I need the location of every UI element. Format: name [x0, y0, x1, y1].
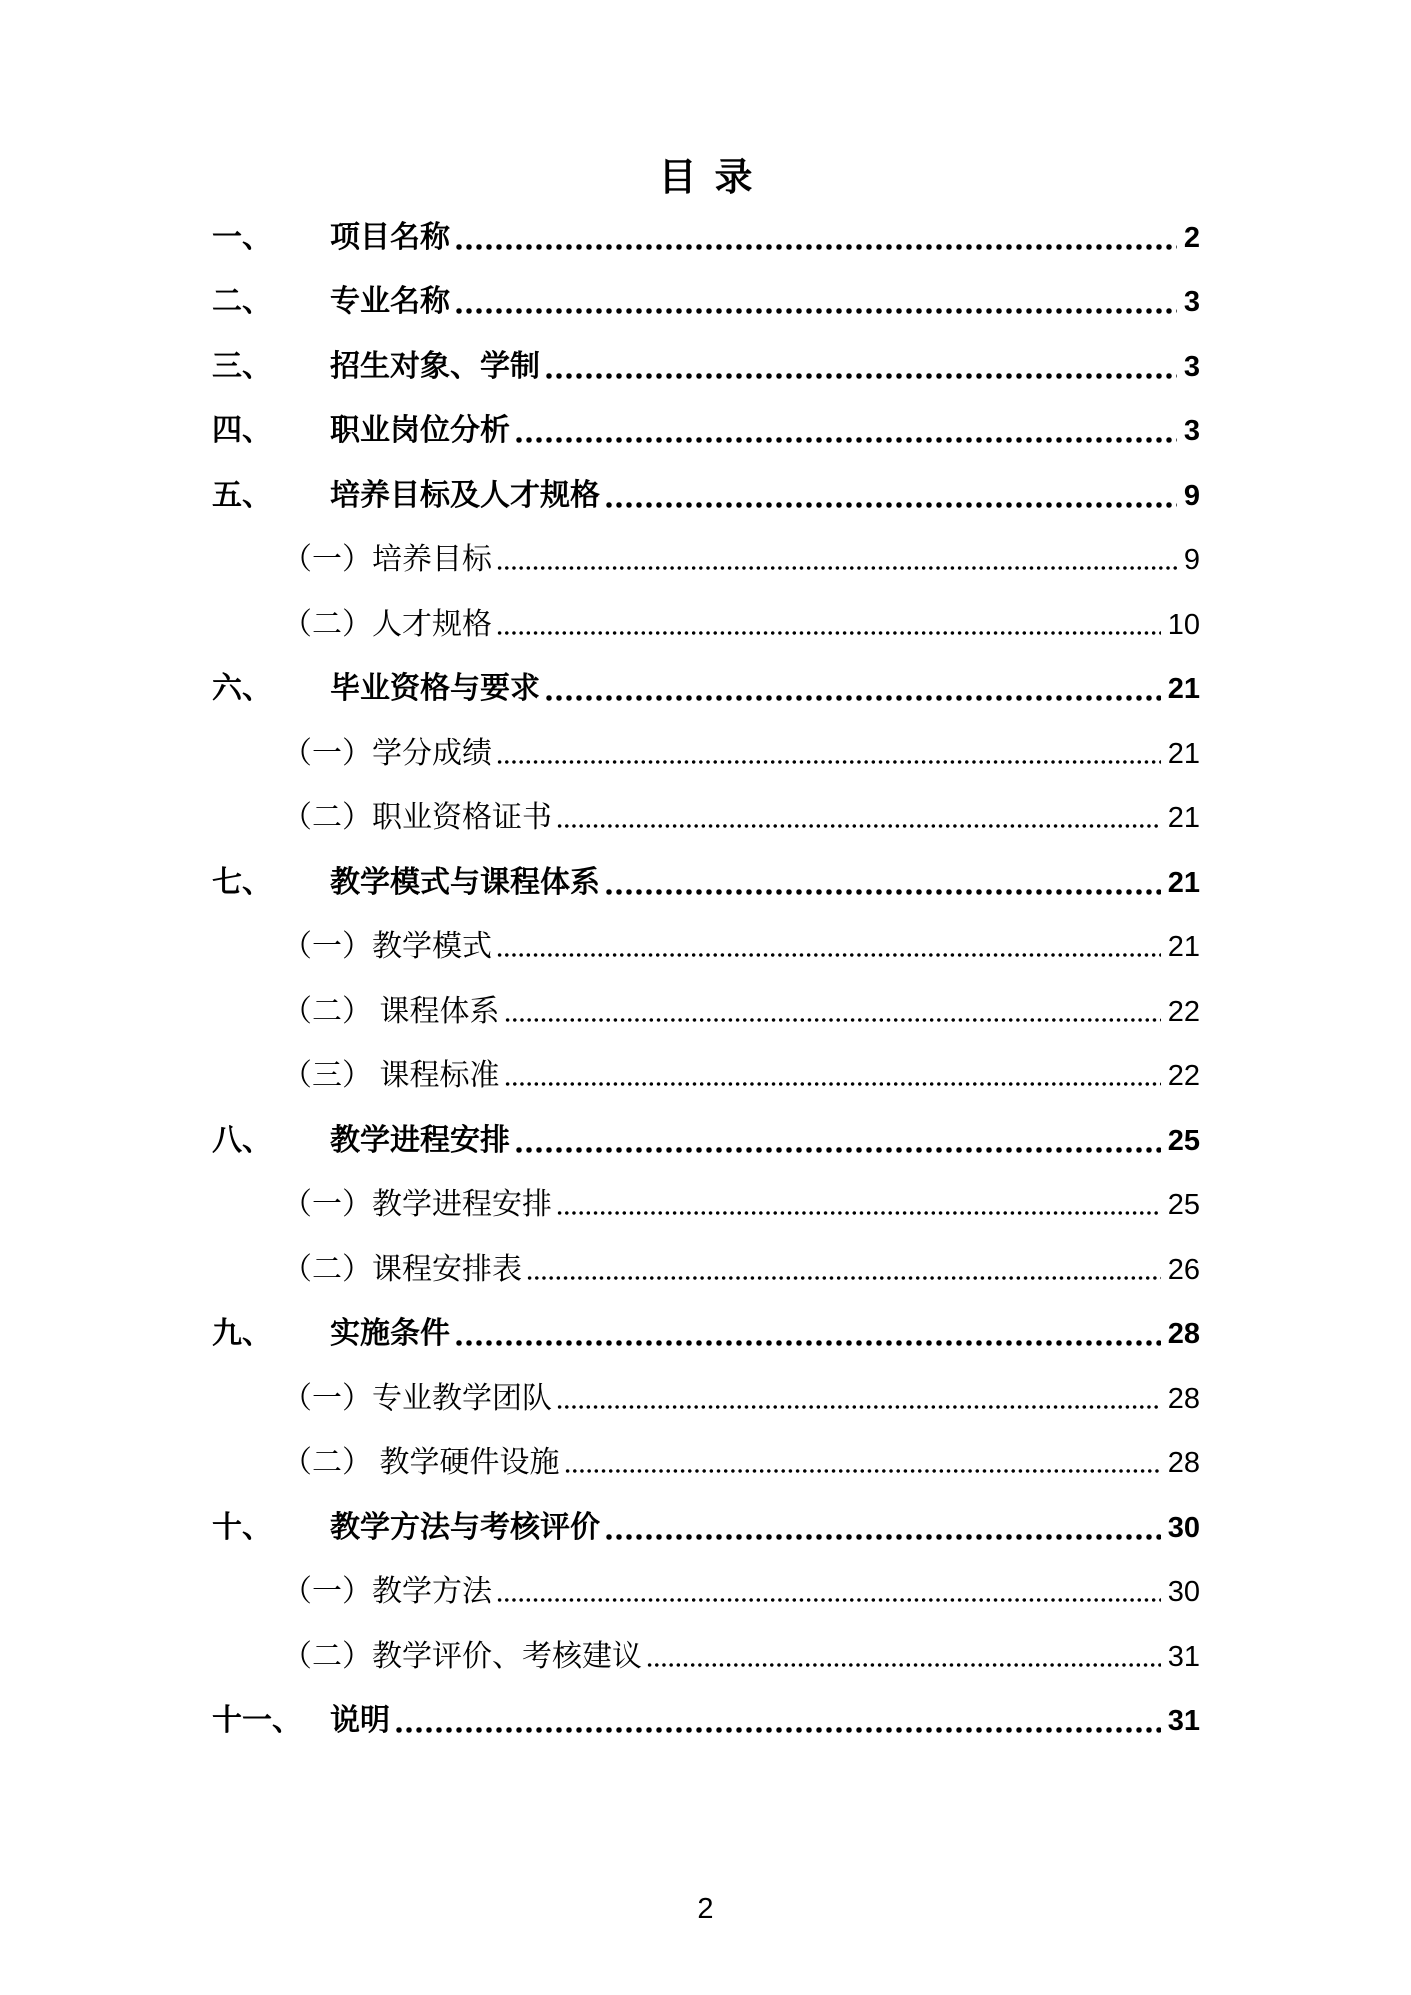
toc-entry-page-number: 21 — [1167, 931, 1200, 963]
toc-entry-label: 教学模式 — [372, 930, 492, 963]
toc-entry[interactable] — [212, 1559, 1200, 1624]
toc-entry[interactable] — [212, 720, 1200, 785]
toc-entry-number: 十、 — [212, 1510, 272, 1544]
toc-entry-label: 学分成绩 — [372, 736, 492, 770]
toc-entry-page-number: 3 — [1183, 286, 1200, 318]
dot-leader — [604, 501, 1177, 509]
toc-entry-number: （三） — [282, 1059, 372, 1092]
toc-entry-page-number: 26 — [1167, 1253, 1200, 1286]
toc-entry[interactable] — [212, 398, 1200, 463]
toc-entry-label: 招生对象、学制 — [330, 349, 540, 383]
toc-entry[interactable] — [212, 1365, 1200, 1430]
toc-entry-label: 培养目标及人才规格 — [330, 478, 600, 512]
toc-entry-number: （二） — [282, 801, 372, 834]
toc-entry-label: 教学进程安排 — [330, 1123, 510, 1157]
toc-entry-number: （二） — [282, 607, 372, 641]
dot-leader — [604, 1533, 1161, 1541]
toc-entry-number: （二） — [282, 1252, 372, 1286]
dot-leader — [556, 1403, 1161, 1411]
toc-entry-label: 职业岗位分析 — [330, 414, 510, 447]
toc-entry-label: 毕业资格与要求 — [330, 672, 540, 705]
toc-entry-number: 一、 — [212, 220, 272, 254]
toc-entry-page-number: 28 — [1167, 1382, 1200, 1415]
toc-entry-number: （二） — [282, 1639, 372, 1673]
toc-entry-page-number: 21 — [1167, 866, 1200, 899]
toc-entry-number: （二） — [282, 994, 372, 1028]
toc-entry[interactable] — [212, 333, 1200, 398]
toc-entry[interactable] — [212, 591, 1200, 656]
toc-entry-page-number: 31 — [1167, 1640, 1200, 1673]
toc-entry-number: 三、 — [212, 349, 272, 383]
toc-entry-page-number: 3 — [1183, 415, 1200, 447]
toc-entry-page-number: 3 — [1183, 350, 1200, 383]
toc-entry-page-number: 28 — [1167, 1318, 1200, 1350]
dot-leader — [526, 1274, 1161, 1282]
toc-entry[interactable] — [212, 1430, 1200, 1495]
toc-entry[interactable] — [212, 1623, 1200, 1688]
toc-entry-label: 教学进程安排 — [372, 1188, 552, 1221]
toc-entry-page-number: 21 — [1167, 802, 1200, 834]
toc-entry-label: 课程体系 — [372, 994, 500, 1028]
toc-title-text: 目录 — [658, 157, 771, 199]
toc-entry-number: （一） — [282, 736, 372, 770]
toc-entry-label: 实施条件 — [330, 1317, 450, 1350]
toc-entry-label: 教学评价、考核建议 — [372, 1639, 642, 1673]
toc-entry-number: 九、 — [212, 1317, 272, 1350]
toc-entry-number: 八、 — [212, 1123, 272, 1157]
toc-entry-number: 六、 — [212, 672, 272, 705]
toc-entry-page-number: 21 — [1167, 673, 1200, 705]
toc-entry-number: （一） — [282, 1381, 372, 1415]
toc-entry[interactable] — [212, 849, 1200, 914]
toc-entry-page-number: 25 — [1167, 1189, 1200, 1221]
toc-entry-label: 教学硬件设施 — [372, 1446, 560, 1479]
toc-entry[interactable] — [212, 914, 1200, 979]
toc-entry-number: 四、 — [212, 414, 272, 447]
dot-leader — [496, 758, 1161, 766]
dot-leader — [646, 1661, 1161, 1669]
dot-leader — [454, 1339, 1161, 1347]
toc-entry-label: 教学方法 — [372, 1575, 492, 1608]
toc-entry[interactable] — [212, 1494, 1200, 1559]
dot-leader — [544, 372, 1177, 380]
toc-entry-label: 课程标准 — [372, 1059, 500, 1092]
toc-list — [212, 204, 1200, 1752]
dot-leader — [514, 1146, 1161, 1154]
dot-leader — [496, 951, 1161, 959]
toc-entry-label: 专业教学团队 — [372, 1381, 552, 1415]
toc-entry-number: （一） — [282, 543, 372, 576]
toc-entry[interactable] — [212, 785, 1200, 850]
dot-leader — [496, 1596, 1161, 1604]
toc-entry-number: 七、 — [212, 865, 272, 899]
toc-entry-page-number: 9 — [1183, 544, 1200, 576]
toc-entry-label: 教学方法与考核评价 — [330, 1510, 600, 1544]
dot-leader — [496, 564, 1177, 572]
toc-entry[interactable] — [212, 269, 1200, 334]
toc-entry-label: 课程安排表 — [372, 1252, 522, 1286]
dot-leader — [604, 888, 1161, 896]
toc-entry-label: 职业资格证书 — [372, 801, 552, 834]
toc-entry[interactable] — [212, 656, 1200, 721]
toc-entry[interactable] — [212, 527, 1200, 592]
toc-title — [0, 158, 1411, 200]
toc-entry-page-number: 10 — [1167, 608, 1200, 641]
dot-leader — [504, 1016, 1161, 1024]
dot-leader — [544, 694, 1161, 702]
dot-leader — [564, 1467, 1161, 1475]
dot-leader — [496, 629, 1161, 637]
dot-leader — [556, 822, 1161, 830]
toc-entry-number: （一） — [282, 930, 372, 963]
dot-leader — [504, 1080, 1161, 1088]
toc-entry-label: 培养目标 — [372, 543, 492, 576]
toc-entry[interactable] — [212, 1172, 1200, 1237]
toc-entry-number: 二、 — [212, 285, 272, 318]
toc-entry-page-number: 21 — [1167, 737, 1200, 770]
toc-entry-page-number: 30 — [1167, 1576, 1200, 1608]
dot-leader — [454, 307, 1177, 315]
page-number-footer: 2 — [697, 1893, 714, 1925]
toc-entry-page-number: 9 — [1183, 479, 1200, 512]
toc-entry-label: 说明 — [330, 1704, 390, 1737]
toc-entry-label: 专业名称 — [330, 285, 450, 318]
toc-entry[interactable] — [212, 978, 1200, 1043]
toc-entry[interactable] — [212, 462, 1200, 527]
dot-leader — [556, 1209, 1161, 1217]
toc-entry-page-number: 22 — [1167, 1060, 1200, 1092]
dot-leader — [454, 243, 1177, 251]
toc-entry[interactable] — [212, 1107, 1200, 1172]
toc-entry-page-number: 2 — [1183, 221, 1200, 254]
toc-entry-page-number: 31 — [1167, 1705, 1200, 1737]
toc-entry[interactable] — [212, 1043, 1200, 1108]
toc-entry[interactable] — [212, 1301, 1200, 1366]
toc-entry-page-number: 25 — [1167, 1124, 1200, 1157]
toc-entry-label: 教学模式与课程体系 — [330, 865, 600, 899]
dot-leader — [514, 436, 1177, 444]
toc-entry-page-number: 28 — [1167, 1447, 1200, 1479]
toc-entry-number: （一） — [282, 1188, 372, 1221]
toc-entry-label: 人才规格 — [372, 607, 492, 641]
toc-entry[interactable] — [212, 204, 1200, 269]
toc-entry-number: 五、 — [212, 478, 272, 512]
toc-entry-label: 项目名称 — [330, 220, 450, 254]
toc-entry-page-number: 22 — [1167, 995, 1200, 1028]
toc-entry-page-number: 30 — [1167, 1511, 1200, 1544]
toc-entry-number: （一） — [282, 1575, 372, 1608]
toc-entry-number: 十一、 — [212, 1704, 302, 1737]
toc-entry-number: （二） — [282, 1446, 372, 1479]
dot-leader — [394, 1726, 1161, 1734]
toc-entry[interactable] — [212, 1688, 1200, 1753]
toc-entry[interactable] — [212, 1236, 1200, 1301]
